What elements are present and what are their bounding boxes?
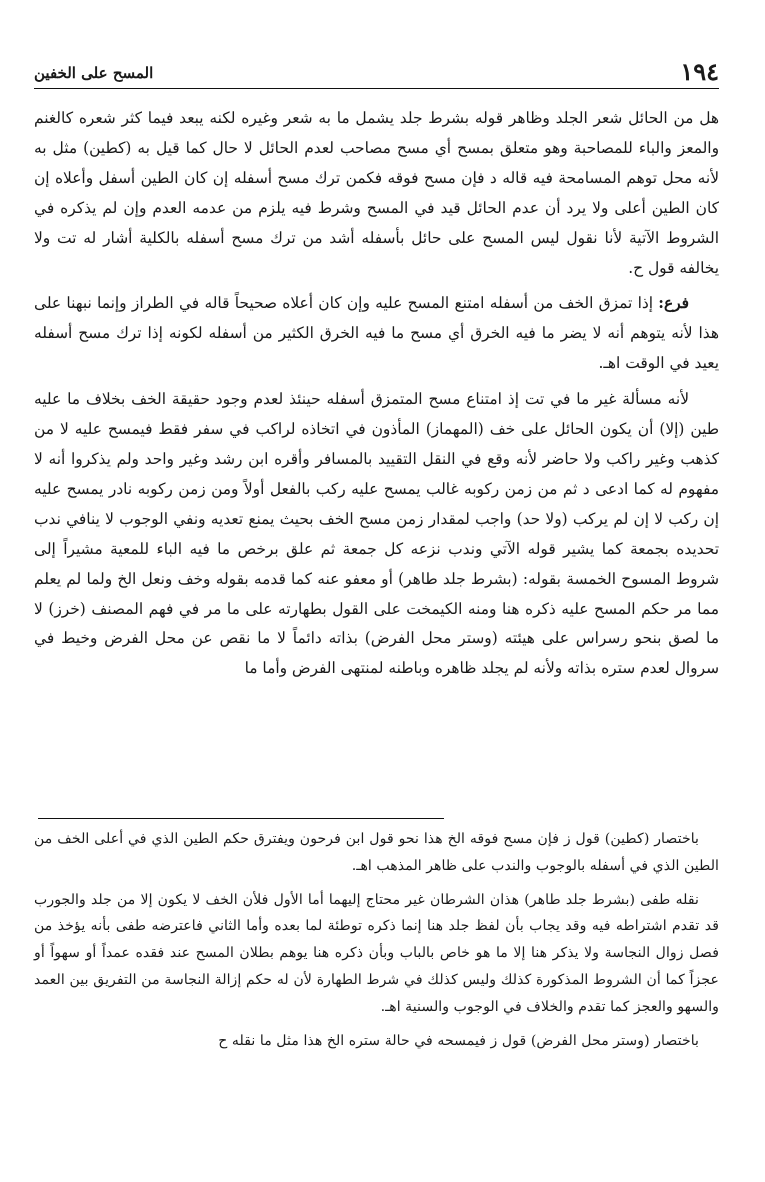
footnote-3: باختصار (وستر محل الفرض) قول ز فيمسحه في حالة ستره الخ هذا مثل ما نقله ح	[218, 1032, 699, 1049]
header-rule	[34, 88, 719, 89]
paragraph-2-text: إذا تمزق الخف من أسفله امتنع المسح عليه وإن كان أعلاه صحيحاً قاله في الطراز وإنما نبهنا على هذا لأنه يتوهم أنه لا يضر ما فيه الخرق أي مسح ما فيه الخرق الكثير من أسفله لكونه إذا ترك مسح أسفله يعيد في الوقت اهـ.	[34, 294, 719, 373]
footnotes	[34, 826, 719, 1061]
paragraph-1: هل من الحائل شعر الجلد وظاهر قوله بشرط جلد يشمل ما به شعر وغيره لكنه يبعد فيما كثر شعره كالغنم والمعز والباء للمصاحبة وهو متعلق بمسح أي مسح مصاحب لعدم الحائل لا حال كما قيل به (كطين) مثل به لأنه محل توهم المسامحة فيه قاله د فإن مسح فوقه فكمن ترك مسح أسفله إن كان الطين أسفل وأعلاه إن كان الطين أعلى ولا يرد أن عدم الحائل قيد في المسح وشرط فيه يلزم من عدمه العدم وإن لم يذكره في الشروط الآتية لأنا نقول ليس المسح على حائل بأسفله أشد من ترك مسح أسفله بالكلية أشار له تت ولا يخالفه قول ح.	[34, 109, 719, 277]
main-text	[34, 104, 719, 690]
footnote-separator	[38, 818, 444, 819]
footnote-1: باختصار (كطين) قول ز فإن مسح فوقه الخ هذا نحو قول ابن فرحون ويفترق حكم الطين الذي في أعلى الخف من الطين الذي في أسفله بالوجوب والندب على ظاهر المذهب اهـ.	[34, 831, 719, 874]
running-title: المسح على الخفين	[34, 64, 154, 82]
page-header	[34, 58, 719, 88]
paragraph-2	[34, 289, 719, 379]
page-number: ١٩٤	[680, 57, 719, 86]
footnote-2: نقله طفى (بشرط جلد طاهر) هذان الشرطان غير محتاج إليهما أما الأول فلأن الخف لا يكون إلا من جلد والجورب قد تقدم اشتراطه فيه وقد يجاب بأن لفظ جلد هنا إنما ذكره توطئة لما بعده وأما الثاني فاعترضه طفى بأنه يؤخذ من فصل زوال النجاسة ولا يذكر هنا إلا ما هو خاص بالباب وبأن ذكره هنا يوهم بطلان المسح عند فقده عمداً أو سهواً أو عجزاً كما أن الشروط المذكورة كذلك وليس كذلك في شرط الطهارة لأن له حكم إزالة النجاسة من التفريق بين العمد والسهو والعجز كما تقدم والخلاف في الوجوب والسنية اهـ.	[34, 891, 719, 1015]
paragraph-3: لأنه مسألة غير ما في تت إذ امتناع مسح المتمزق أسفله حينئذ لعدم وجود حقيقة الخف بخلاف ما عليه طين (إلا) أن يكون الحائل على خف (المهماز) المأذون في اتخاذه لراكب في سفر فقط فيمسح عليه لا من كذهب وغير راكب ولا حاضر لأنه وقع في النقل التقييد بالمسافر وأقره ابن رشد وغير واحد ولم يذكروا أنه لا مفهوم له كما ادعى د ثم من زمن ركوبه غالب يمسح عليه ركب بالفعل أولاً ومن زمن ركوبه نادر يمسح عليه إن ركب لا إن لم يركب (ولا حد) واجب لمقدار زمن مسح الخف بحيث يمنع تعديه ونفي الوجوب لا ينافي ندب تحديده بجمعة كما يشير قوله الآتي وندب نزعه كل جمعة ثم علق برخص ما فيه الباء للمعية مشيراً إلى شروط المسوح الخمسة بقوله: (بشرط جلد طاهر) أو معفو عنه كما قدمه بقوله وخف ونعل الخ ولما لم يعلم مما مر حكم المسح عليه ذكره هنا ومنه الكيمخت على القول بطهارته على ما مر في فهم المصنف (خرز) لا ما لصق بنحو رسراس على هيئته (وستر محل الفرض) بذاته دائماً لا ما نقص عن محل الفرض وخيط في سروال لعدم ستره بذاته ولأنه لم يجلد ظاهره وباطنه لمنتهى الفرض وأما ما	[34, 390, 719, 678]
paragraph-2-lead: فرع:	[658, 294, 689, 313]
